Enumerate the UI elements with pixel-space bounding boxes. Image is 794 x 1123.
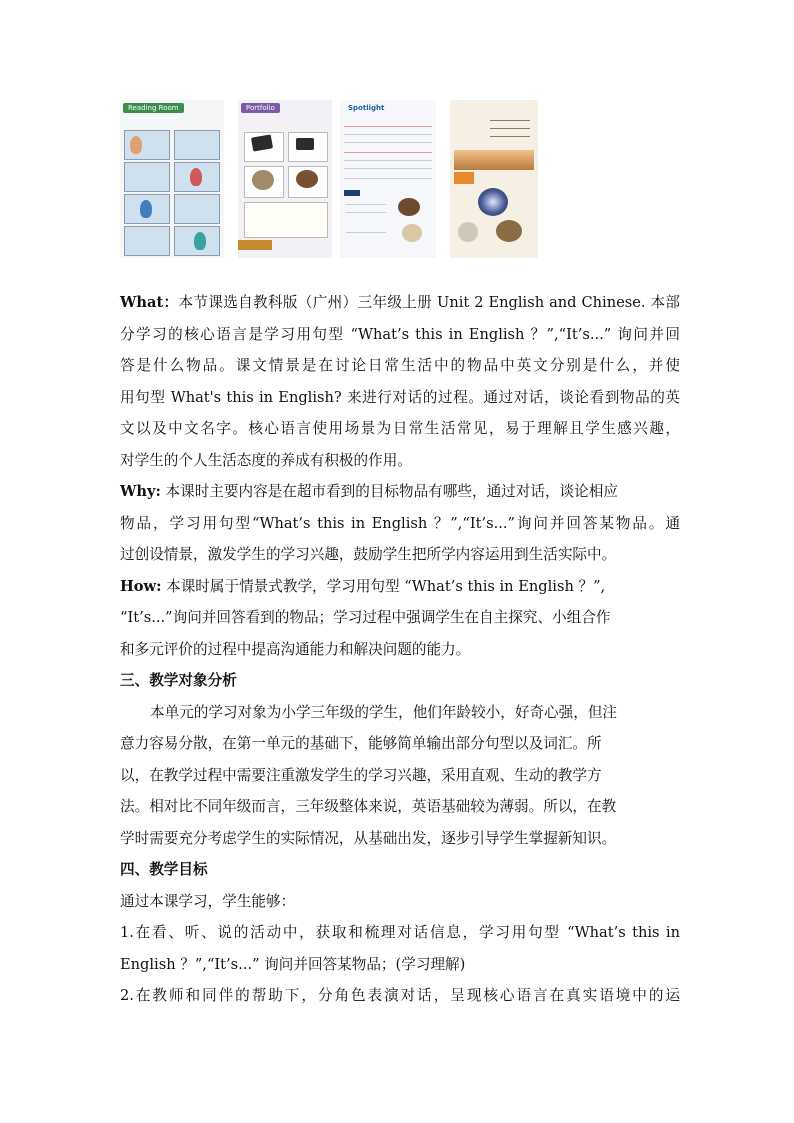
section-4-heading: 四、教学目标 [120,861,208,878]
what-line-5: 文以及中文名字。核心语言使用场景为日常生活常见，易于理解且学生感兴趣， [120,420,680,437]
section-4-intro: 通过本课学习，学生能够： [120,892,296,910]
spotlight-image [340,100,436,258]
why-line-1: Why: 本课时主要内容是在超市看到的目标物品有哪些，通过对话，谈论相应 [120,483,618,500]
objective-2-line-1: 2.在教师和同伴的帮助下，分角色表演对话，呈现核心语言在真实语境中的运 [120,987,680,1004]
what-label: What： [120,294,179,311]
what-line-4: 用句型 What's this in English? 来进行对话的过程。通过对话，谈论看到物品的英 [120,388,680,406]
reading-room-image [120,100,224,258]
how-line-2: “It’s...”询问并回答看到的物品；学习过程中强调学生在自主探究、小组合作 [120,609,611,626]
section-3-line-5: 学时需要充分考虑学生的实际情况，从基础出发，逐步引导学生掌握新知识。 [120,829,617,847]
how-label: How: [120,577,162,595]
what-line-3: 答是什么物品。课文情景是在讨论日常生活中的物品中英文分别是什么，并使 [120,357,680,374]
section-3-line-3: 以，在教学过程中需要注重激发学生的学习兴趣，采用直观、生动的教学方 [120,766,602,784]
what-line-6: 对学生的个人生活态度的养成有积极的作用。 [120,451,412,469]
reading-room-tab: Reading Room [123,103,184,113]
why-line-3: 过创设情景，激发学生的学习兴趣，鼓励学生把所学内容运用到生活实际中。 [120,546,617,563]
what-line-1: What：本节课选自教科版（广州）三年级上册 Unit 2 English and Chinese. 本部 [120,294,680,311]
why-line-2: 物品，学习用句型“What’s this in English ？”,“It’s...”询问并回答某物品。通 [120,514,680,532]
portfolio-tab: Portfolio [241,103,280,113]
how-line-1: How: 本课时属于情景式教学，学习用句型 “What’s this in English ？”, [120,577,606,595]
how-line-3: 和多元评价的过程中提高沟通能力和解决问题的能力。 [120,640,471,658]
section-3-line-2: 意力容易分散，在第一单元的基础下，能够简单输出部分句型以及词汇。所 [120,735,602,752]
section-3-heading: 三、教学对象分析 [120,672,237,689]
section-3-line-1: 本单元的学习对象为小学三年级的学生，他们年龄较小，好奇心强，但注 [150,703,618,721]
why-label: Why: [120,483,161,500]
reading-page-image [450,100,538,258]
what-line-2: 分学习的核心语言是学习用句型 “What’s this in English ？”,“It’s...” 询问并回 [120,325,680,343]
section-3-line-4: 法。相对比不同年级而言，三年级整体来说，英语基础较为薄弱。所以，在教 [120,798,617,815]
objective-1-line-1: 1.在看、听、说的活动中，获取和梳理对话信息，学习用句型 “What’s this in [120,924,680,941]
spotlight-tab: Spotlight [348,104,385,112]
body-text [120,287,680,1012]
portfolio-image [238,100,332,258]
objective-1-line-2: English ？”,“It’s...” 询问并回答某物品；(学习理解) [120,955,466,973]
